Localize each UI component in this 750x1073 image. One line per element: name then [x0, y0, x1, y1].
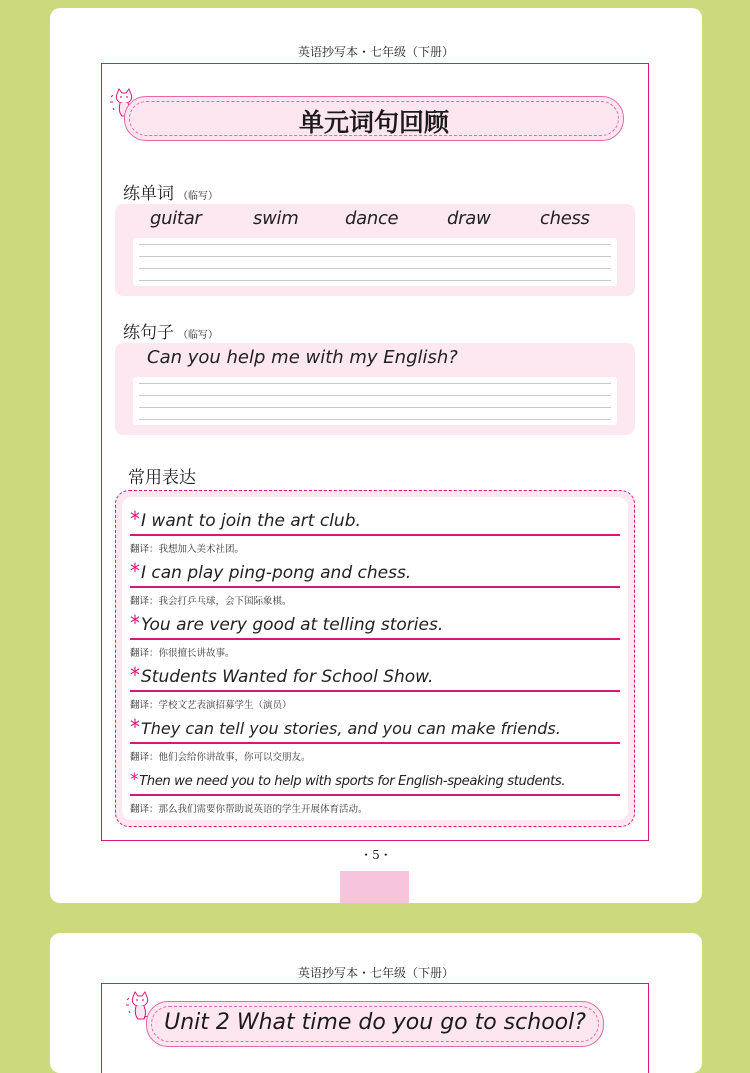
expression-text: Then we need you to help with sports for English-speaking students. — [139, 774, 566, 789]
word-chess: chess — [540, 208, 590, 229]
expression-text: They can tell you stories, and you can make friends. — [141, 719, 561, 738]
words-label-text: 练单词 — [123, 184, 174, 204]
expression-underline — [130, 586, 620, 588]
expression-item — [130, 663, 620, 715]
word-guitar: guitar — [150, 208, 202, 229]
expression-underline — [130, 638, 620, 640]
words-sublabel: （临写） — [178, 191, 218, 202]
star-icon: * — [130, 715, 140, 739]
unit-title-banner — [146, 1001, 604, 1047]
star-icon: * — [130, 507, 140, 531]
running-head: 英语抄写本・七年级（下册） — [297, 45, 454, 59]
word-row — [115, 208, 635, 234]
expression-text: I can play ping-pong and chess. — [141, 563, 412, 583]
expression-text: You are very good at telling stories. — [141, 615, 444, 635]
expression-translation: 翻译：我会打乒乓球，会下国际象棋。 — [130, 596, 292, 607]
word-draw: draw — [447, 208, 491, 229]
sentence-sublabel: （临写） — [178, 330, 218, 341]
workbook-page-5 — [50, 8, 702, 903]
expression-english — [130, 559, 411, 583]
star-icon: * — [130, 611, 140, 635]
unit-title: Unit 2 What time do you go to school? — [164, 1010, 586, 1035]
page-tab — [340, 871, 409, 903]
star-icon: * — [130, 663, 140, 687]
sentence-practice-box — [115, 343, 635, 435]
sentence-section-label — [123, 318, 218, 343]
expression-translation: 翻译：那么我们需要你帮助说英语的学生开展体育活动。 — [130, 804, 368, 815]
expression-item — [130, 507, 620, 559]
practice-sentence: Can you help me with my English? — [147, 347, 458, 368]
words-writing-lines — [133, 238, 617, 286]
expressions-box — [115, 490, 635, 827]
workbook-page-next — [50, 933, 702, 1073]
expression-underline — [130, 794, 620, 796]
expression-translation: 翻译：学校文艺表演招募学生（演员） — [130, 700, 292, 711]
title-banner — [124, 96, 624, 141]
star-icon: * — [130, 770, 139, 790]
expressions-inner — [122, 497, 628, 820]
expression-english — [130, 770, 565, 790]
word-swim: swim — [253, 208, 299, 229]
expression-english — [130, 611, 443, 635]
words-practice-box — [115, 204, 635, 296]
expression-underline — [130, 690, 620, 692]
expression-underline — [130, 742, 620, 744]
expression-item — [130, 767, 620, 819]
expression-text: I want to join the art club. — [141, 511, 361, 531]
expression-item — [130, 611, 620, 663]
expression-item — [130, 559, 620, 611]
expressions-section-label: 常用表达 — [128, 468, 196, 488]
expression-translation: 翻译：他们会给你讲故事，你可以交朋友。 — [130, 752, 311, 763]
expression-item — [130, 715, 620, 767]
expression-translation: 翻译：我想加入美术社团。 — [130, 544, 245, 555]
words-section-label — [123, 179, 218, 204]
expression-english — [130, 507, 361, 531]
word-dance: dance — [345, 208, 399, 229]
running-head: 英语抄写本・七年级（下册） — [297, 966, 454, 980]
expression-underline — [130, 534, 620, 536]
sentence-writing-lines — [133, 377, 617, 425]
page-title: 单元词句回顾 — [298, 108, 449, 137]
expression-english — [130, 663, 433, 687]
expression-text: Students Wanted for School Show. — [141, 667, 434, 687]
expression-english — [130, 715, 561, 739]
expression-translation: 翻译：你很擅长讲故事。 — [130, 648, 235, 659]
page-number: ・5・ — [360, 848, 392, 862]
sentence-label-text: 练句子 — [123, 323, 174, 343]
star-icon: * — [130, 559, 140, 583]
